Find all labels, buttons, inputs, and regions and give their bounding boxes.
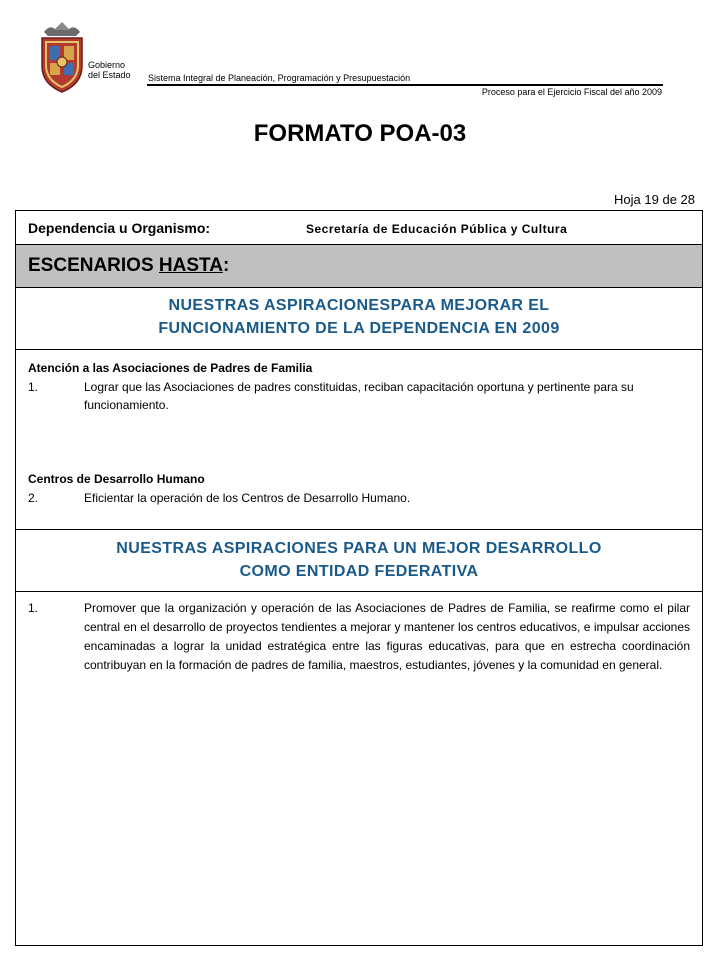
section2-heading-row <box>16 530 702 592</box>
sistema-label: Sistema Integral de Planeación, Programación y Presupuestación <box>148 73 411 83</box>
escenarios-underlined: HASTA <box>158 255 223 276</box>
escenarios-row <box>16 245 702 288</box>
escenarios-suffix: : <box>222 255 230 276</box>
dependencia-row <box>16 211 702 245</box>
section1-heading-line1: NUESTRAS ASPIRACIONESPARA MEJORAR EL <box>168 297 550 314</box>
document-header <box>0 0 720 110</box>
section2-heading-line1: NUESTRAS ASPIRACIONES PARA UN MEJOR DESARROLLO <box>116 540 602 557</box>
gobierno-line1: Gobierno <box>88 60 126 70</box>
section2-heading <box>16 537 702 583</box>
page-counter: Hoja 19 de 28 <box>614 192 695 207</box>
escenarios-label <box>28 255 229 277</box>
item-number: 2. <box>28 491 39 505</box>
form-frame <box>15 210 703 946</box>
page-title: FORMATO POA-03 <box>253 120 467 147</box>
list-item <box>28 378 690 414</box>
item-text: Lograr que las Asociaciones de padres constituidas, reciban capacitación oportuna y pertinente para su funcionamiento. <box>84 380 634 412</box>
gobierno-line2: del Estado <box>88 70 131 80</box>
section1-heading <box>16 294 702 340</box>
item-text: Promover que la organización y operación de las Asociaciones de Padres de Familia, se reafirme como el pilar central en el desarrollo de proyectos tendientes a mejorar y mantener los centros educativos, e impulsar acciones encaminadas a lograr la unidad estratégica entre las figuras educativas, para que en estrecha coordinación contribuyan en la formación de padres de familia, maestros, estudiantes, jóvenes y la comunidad en general. <box>84 601 690 672</box>
group-title: Centros de Desarrollo Humano <box>28 472 205 486</box>
header-rule <box>147 84 663 86</box>
section1-heading-row <box>16 288 702 350</box>
dependencia-value: Secretaría de Educación Pública y Cultura <box>306 222 568 236</box>
section1-heading-line2: FUNCIONAMIENTO DE LA DEPENDENCIA EN 2009 <box>158 320 560 337</box>
list-item <box>28 599 690 675</box>
section2-heading-line2: COMO ENTIDAD FEDERATIVA <box>239 563 479 580</box>
section1-body <box>16 350 702 530</box>
state-seal-icon <box>36 18 88 96</box>
item-text: Eficientar la operación de los Centros de Desarrollo Humano. <box>84 491 411 505</box>
gobierno-label <box>88 60 131 80</box>
list-item <box>28 489 690 507</box>
item-number: 1. <box>28 601 39 615</box>
item-number: 1. <box>28 380 39 394</box>
group-title: Atención a las Asociaciones de Padres de Familia <box>28 361 313 375</box>
escenarios-prefix: ESCENARIOS <box>28 255 159 276</box>
proceso-label: Proceso para el Ejercicio Fiscal del año 2009 <box>481 87 662 97</box>
dependencia-label: Dependencia u Organismo: <box>28 220 211 236</box>
